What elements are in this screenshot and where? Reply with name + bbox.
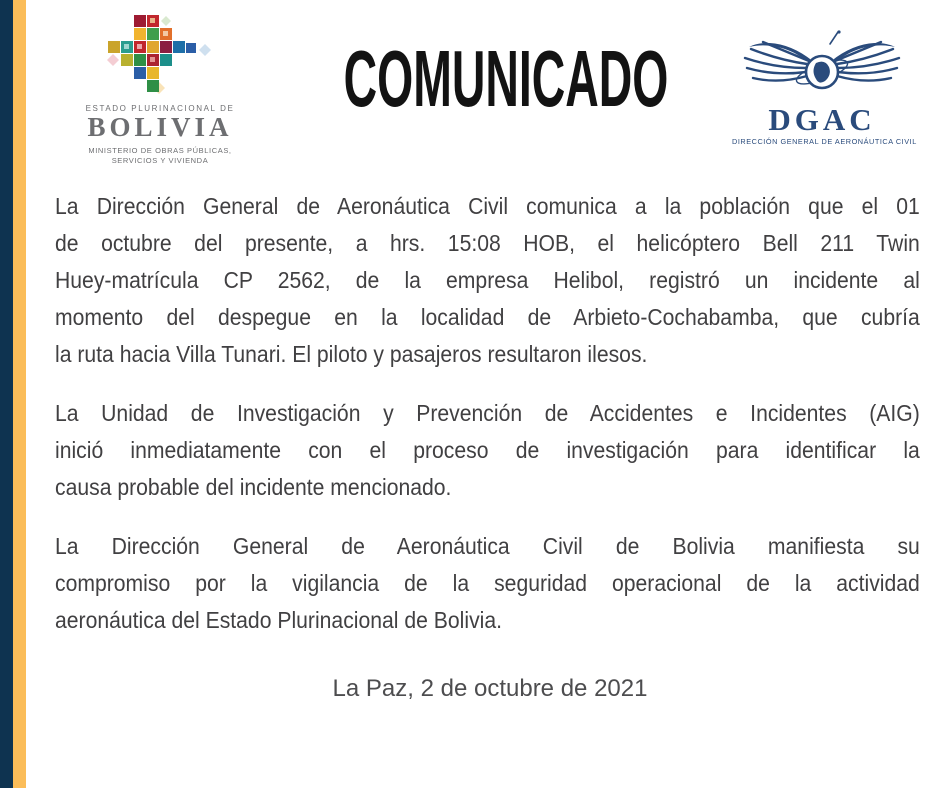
header [26,0,940,185]
paragraph-line: La Dirección General de Aeronáutica Civil de Bolivia manifiesta su [55,533,920,559]
paragraph-line: Huey-matrícula CP 2562, de la empresa Helibol, registró un incidente al [55,267,920,293]
ministry-line2: SERVICIOS Y VIVIENDA [111,155,209,165]
dgac-caption: DIRECCIÓN GENERAL DE AERONÁUTICA CIVIL [732,137,917,146]
communique-body [55,188,925,707]
dgac-winged-globe-icon [737,30,907,104]
paragraph-line: inició inmediatamente con el proceso de investigación para identificar la [55,437,920,463]
bolivia-eyebrow: ESTADO PLURINACIONAL DE [85,104,235,113]
title-wrap [226,34,700,123]
bolivia-country-name: BOLIVIA [87,112,233,142]
paragraph-line: causa probable del incidente mencionado. [55,474,452,500]
paragraph-line: momento del despegue en la localidad de Arbieto-Cochabamba, que cubría [55,304,920,330]
page-title: COMUNICADO [343,34,669,123]
paragraph-1 [55,188,920,373]
paragraph-line: La Unidad de Investigación y Prevención de Accidentes e Incidentes (AIG) [55,400,920,426]
paragraph-line: compromiso por la vigilancia de la seguridad operacional de la actividad [55,570,920,596]
dgac-acronym: DGAC [768,102,876,137]
left-yellow-bar [13,0,26,788]
left-navy-bar [0,0,13,788]
dgac-logo [732,30,917,146]
paragraph-line: de octubre del presente, a hrs. 15:08 HOB, el helicóptero Bell 211 Twin [55,230,920,256]
paragraph-line: aeronáutica del Estado Plurinacional de Bolivia. [55,607,503,633]
paragraphs [55,188,920,639]
bolivia-coat-of-arms-icon [107,14,213,94]
date-line: La Paz, 2 de octubre de 2021 [332,675,648,702]
paragraph-line: la ruta hacia Villa Tunari. El piloto y pasajeros resultaron ilesos. [55,341,648,367]
paragraph-line: La Dirección General de Aeronáutica Civil comunica a la población que el 01 [55,193,920,219]
paragraph-3 [55,528,920,639]
paragraph-2 [55,395,920,506]
ministry-line1: MINISTERIO DE OBRAS PÚBLICAS, [88,146,232,155]
